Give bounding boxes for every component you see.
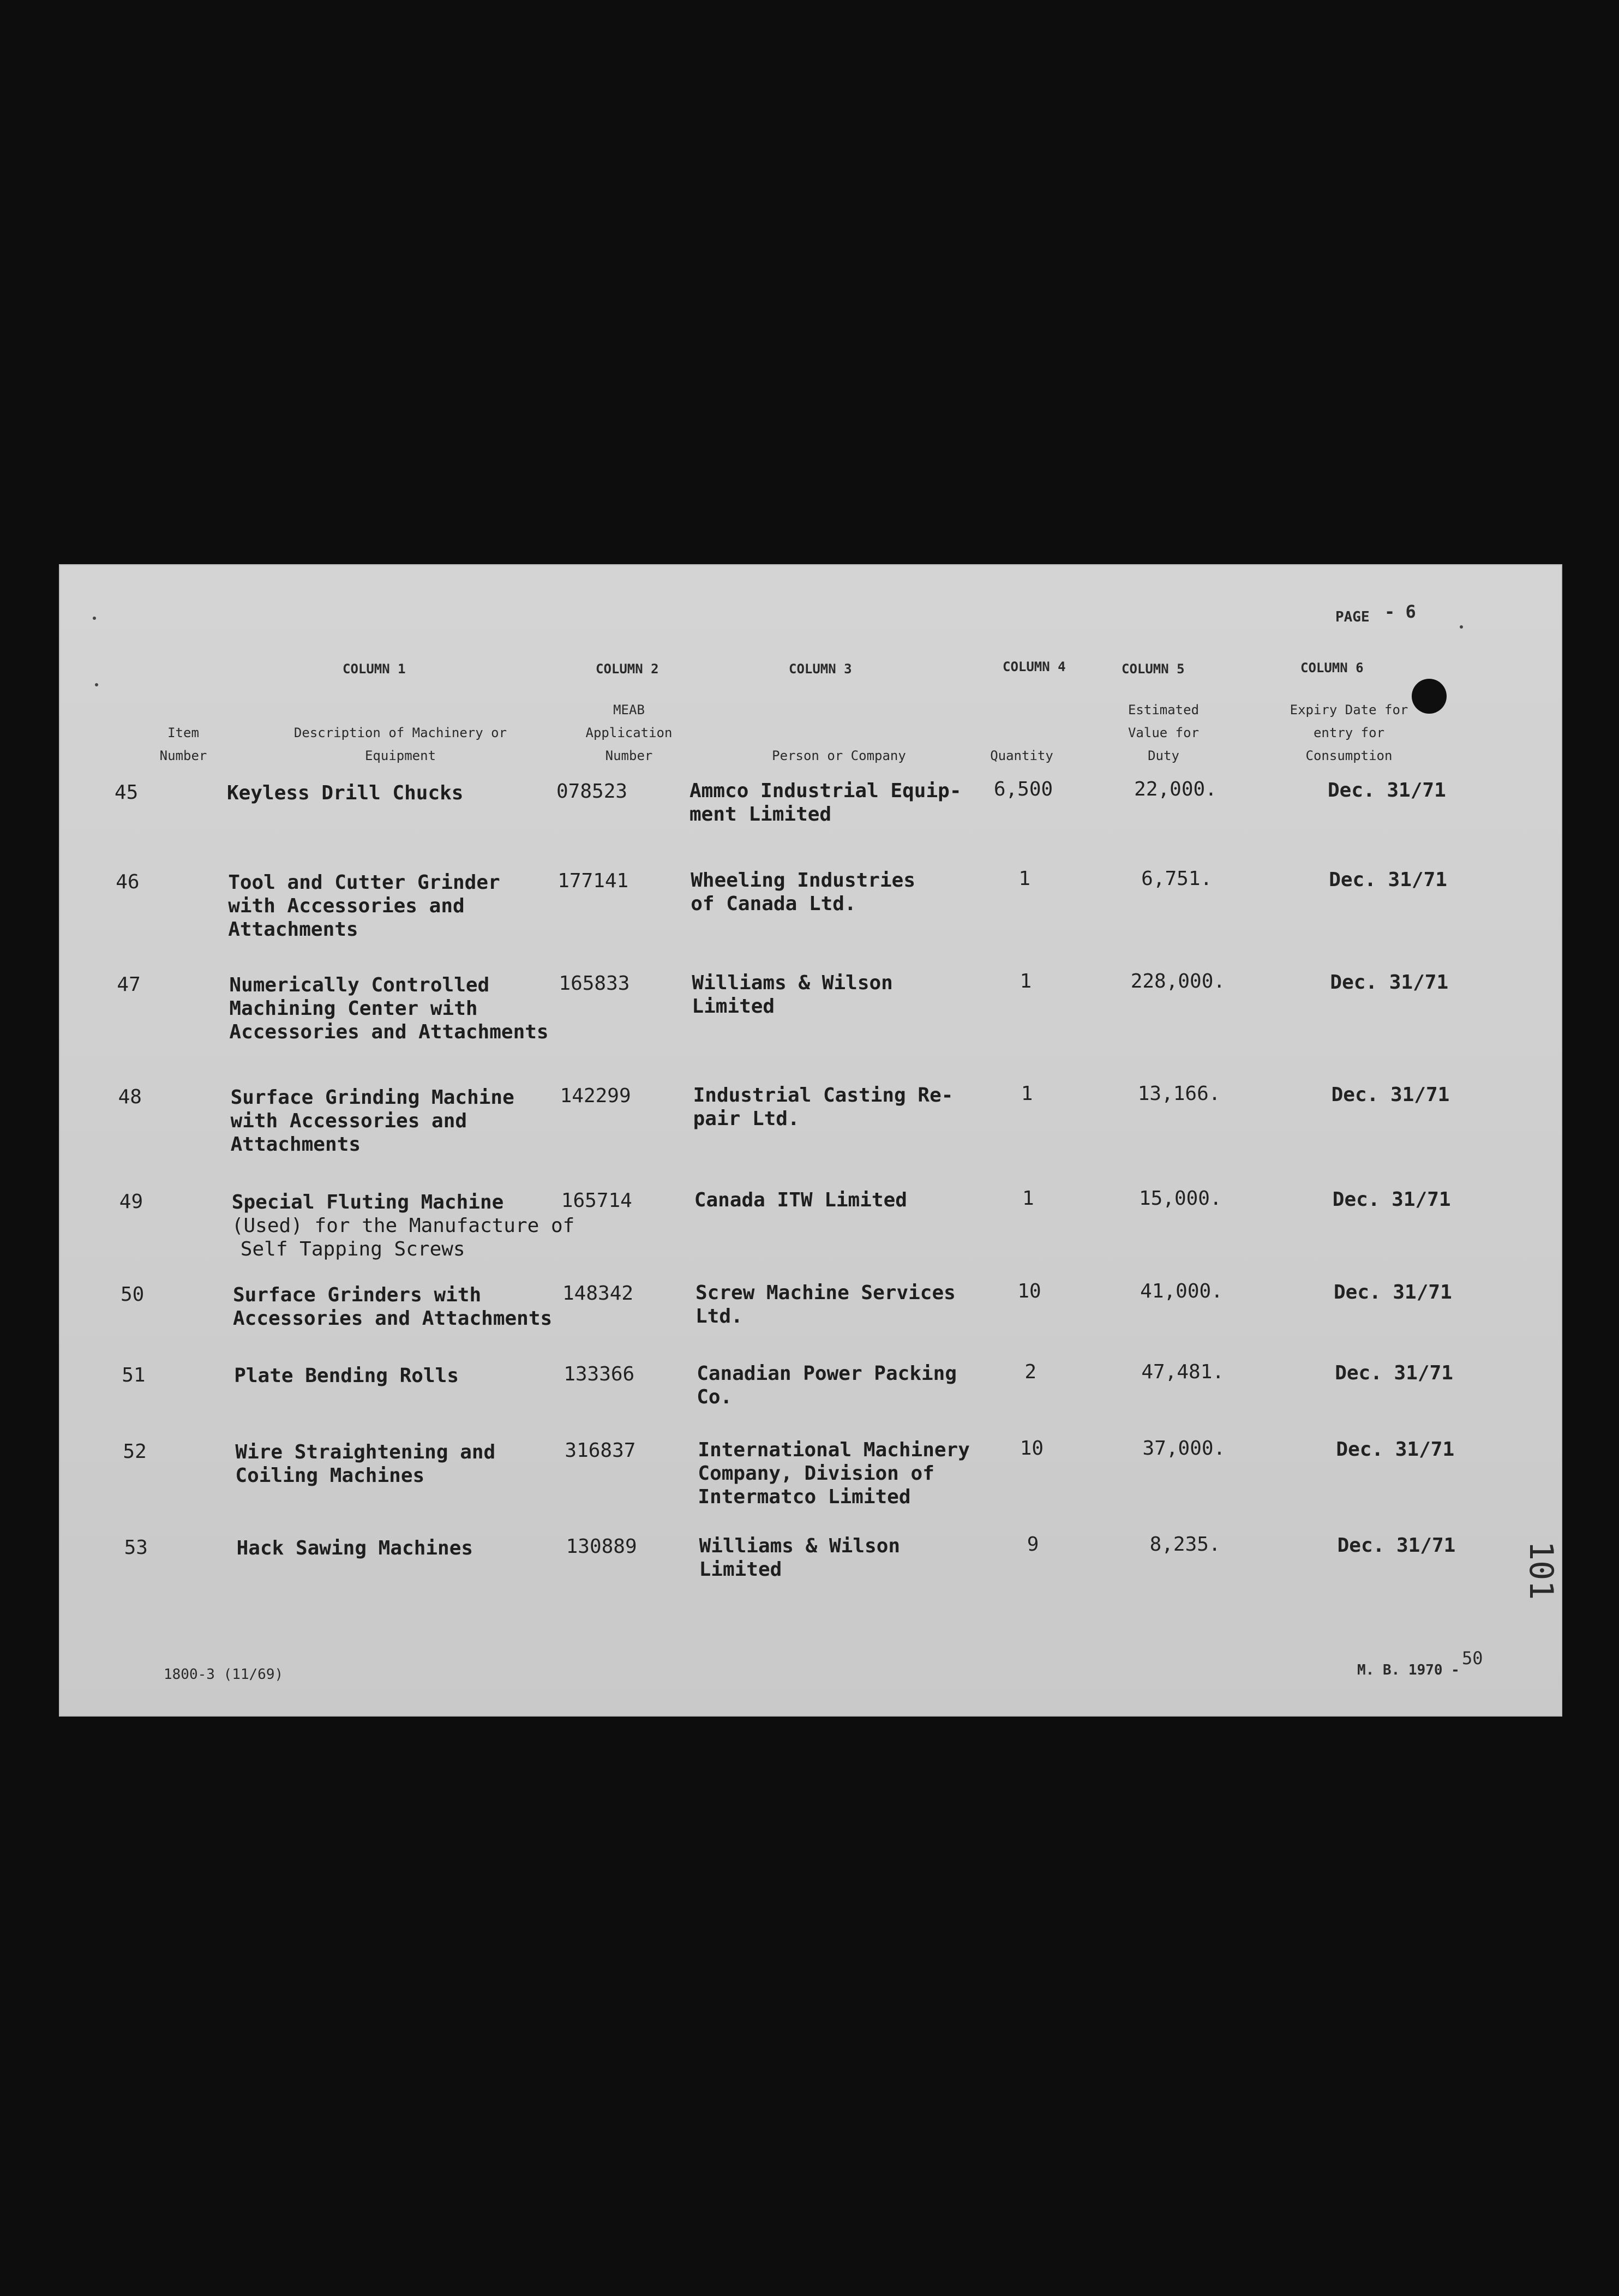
application-number: 130889: [566, 1535, 637, 1558]
description-line: Attachments: [230, 1133, 361, 1156]
quantity: 1: [1021, 1083, 1033, 1105]
description-line: Tool and Cutter Grinder: [228, 871, 500, 894]
expiry-date: Dec. 31/71: [1334, 1281, 1452, 1304]
description-line: with Accessories and: [230, 1110, 467, 1132]
application-number: 142299: [560, 1085, 631, 1107]
expiry-date: Dec. 31/71: [1336, 1438, 1455, 1461]
subheader-application: MEAB Application Number: [585, 702, 673, 763]
company-line: Canada ITW Limited: [694, 1189, 907, 1211]
document-sheet: [59, 564, 1562, 1717]
description-line: Accessories and Attachments: [229, 1021, 549, 1043]
description-line: Keyless Drill Chucks: [227, 782, 464, 804]
header-column-5: COLUMN 5: [1122, 661, 1185, 677]
company-line: Limited: [692, 995, 775, 1018]
estimated-value: 47,481.: [1141, 1361, 1225, 1383]
expiry-date: Dec. 31/71: [1329, 869, 1447, 891]
subheader-value: Estimated Value for Duty: [1128, 702, 1200, 763]
estimated-value: 15,000.: [1138, 1187, 1222, 1210]
header-column-1: COLUMN 1: [343, 661, 406, 677]
form-number: 1800-3 (11/69): [164, 1666, 284, 1683]
expiry-date: Dec. 31/71: [1328, 779, 1446, 802]
estimated-value: 13,166.: [1137, 1083, 1221, 1105]
company-line: pair Ltd.: [693, 1108, 800, 1130]
quantity: 1: [1022, 1187, 1034, 1210]
estimated-value: 6,751.: [1141, 868, 1213, 890]
company-line: Industrial Casting Re-: [693, 1084, 954, 1107]
quantity: 10: [1017, 1280, 1041, 1302]
application-number: 165714: [561, 1189, 632, 1212]
item-number: 49: [119, 1191, 143, 1213]
estimated-value: 8,235.: [1149, 1533, 1221, 1556]
expiry-date: Dec. 31/71: [1332, 1188, 1451, 1211]
company-line: Ltd.: [695, 1305, 743, 1328]
description-line: Attachments: [228, 918, 358, 941]
description-line: Numerically Controlled: [229, 974, 490, 996]
item-number: 45: [115, 781, 139, 804]
item-number: 48: [118, 1086, 142, 1108]
description-line: Special Fluting Machine: [231, 1191, 504, 1213]
quantity: 1: [1018, 868, 1031, 890]
item-number: 46: [116, 871, 140, 893]
company-line: ment Limited: [689, 803, 832, 826]
subheader-quantity: Quantity: [990, 748, 1053, 763]
description-line: Surface Grinders with: [233, 1284, 482, 1306]
item-number: 50: [121, 1283, 145, 1306]
application-number: 133366: [563, 1363, 635, 1385]
company-line: Canadian Power Packing: [697, 1362, 957, 1385]
description-line: Plate Bending Rolls: [234, 1365, 459, 1387]
company-line: Ammco Industrial Equip-: [689, 780, 962, 802]
description-line: Accessories and Attachments: [233, 1307, 553, 1330]
header-column-2: COLUMN 2: [596, 661, 659, 677]
speck: [1460, 625, 1463, 629]
application-number: 078523: [556, 780, 628, 803]
estimated-value: 37,000.: [1142, 1437, 1226, 1460]
subheader-item-number: Item Number: [159, 725, 207, 763]
subheader-person: Person or Company: [772, 748, 906, 763]
estimated-value: 228,000.: [1130, 970, 1226, 992]
description-line: (Used) for the Manufacture of: [231, 1215, 575, 1237]
quantity: 1: [1020, 970, 1032, 992]
description-line: Self Tapping Screws: [240, 1238, 465, 1260]
speck: [93, 617, 96, 620]
page-label: PAGE: [1335, 609, 1370, 625]
estimated-value: 41,000.: [1140, 1280, 1223, 1302]
header-column-4: COLUMN 4: [1003, 659, 1066, 674]
company-line: Company, Division of: [698, 1462, 934, 1485]
company-line: Wheeling Industries: [691, 869, 915, 892]
item-number: 53: [124, 1536, 148, 1559]
expiry-date: Dec. 31/71: [1335, 1362, 1453, 1384]
subheader-description: Description of Machinery or Equipment: [293, 725, 507, 763]
company-line: Williams & Wilson: [692, 972, 893, 994]
description-line: Hack Sawing Machines: [236, 1537, 473, 1559]
description-line: Wire Straightening and: [235, 1441, 496, 1463]
speck: [95, 683, 98, 686]
header-column-6: COLUMN 6: [1300, 660, 1364, 675]
quantity: 10: [1020, 1437, 1044, 1460]
quantity: 9: [1027, 1533, 1039, 1556]
subheader-expiry: Expiry Date for entry for Consumption: [1290, 702, 1408, 763]
quantity: 2: [1024, 1361, 1037, 1383]
mb-number: 50: [1462, 1648, 1483, 1669]
company-line: Co.: [697, 1386, 733, 1408]
estimated-value: 22,000.: [1134, 778, 1217, 800]
application-number: 177141: [557, 870, 629, 892]
company-line: International Machinery: [698, 1439, 970, 1461]
company-line: Williams & Wilson: [699, 1535, 901, 1557]
application-number: 316837: [565, 1439, 636, 1462]
item-number: 51: [122, 1364, 146, 1386]
description-line: Machining Center with: [229, 997, 478, 1020]
mb-label: M. B. 1970 -: [1357, 1662, 1460, 1678]
expiry-date: Dec. 31/71: [1331, 1084, 1450, 1106]
company-line: Intermatco Limited: [698, 1486, 911, 1508]
description-line: with Accessories and: [228, 895, 465, 917]
application-number: 148342: [562, 1282, 634, 1305]
side-number: 101: [1522, 1541, 1560, 1600]
page-number: - 6: [1384, 601, 1416, 622]
application-number: 165833: [559, 972, 630, 995]
description-line: Coiling Machines: [235, 1464, 425, 1487]
item-number: 52: [123, 1440, 147, 1463]
quantity: 6,500: [993, 778, 1053, 800]
item-number: 47: [117, 973, 141, 996]
expiry-date: Dec. 31/71: [1337, 1534, 1456, 1557]
header-column-3: COLUMN 3: [789, 661, 852, 677]
company-line: of Canada Ltd.: [691, 893, 856, 915]
description-line: Surface Grinding Machine: [230, 1086, 514, 1109]
company-line: Screw Machine Services: [695, 1282, 956, 1304]
company-line: Limited: [699, 1558, 782, 1581]
expiry-date: Dec. 31/71: [1330, 971, 1449, 994]
